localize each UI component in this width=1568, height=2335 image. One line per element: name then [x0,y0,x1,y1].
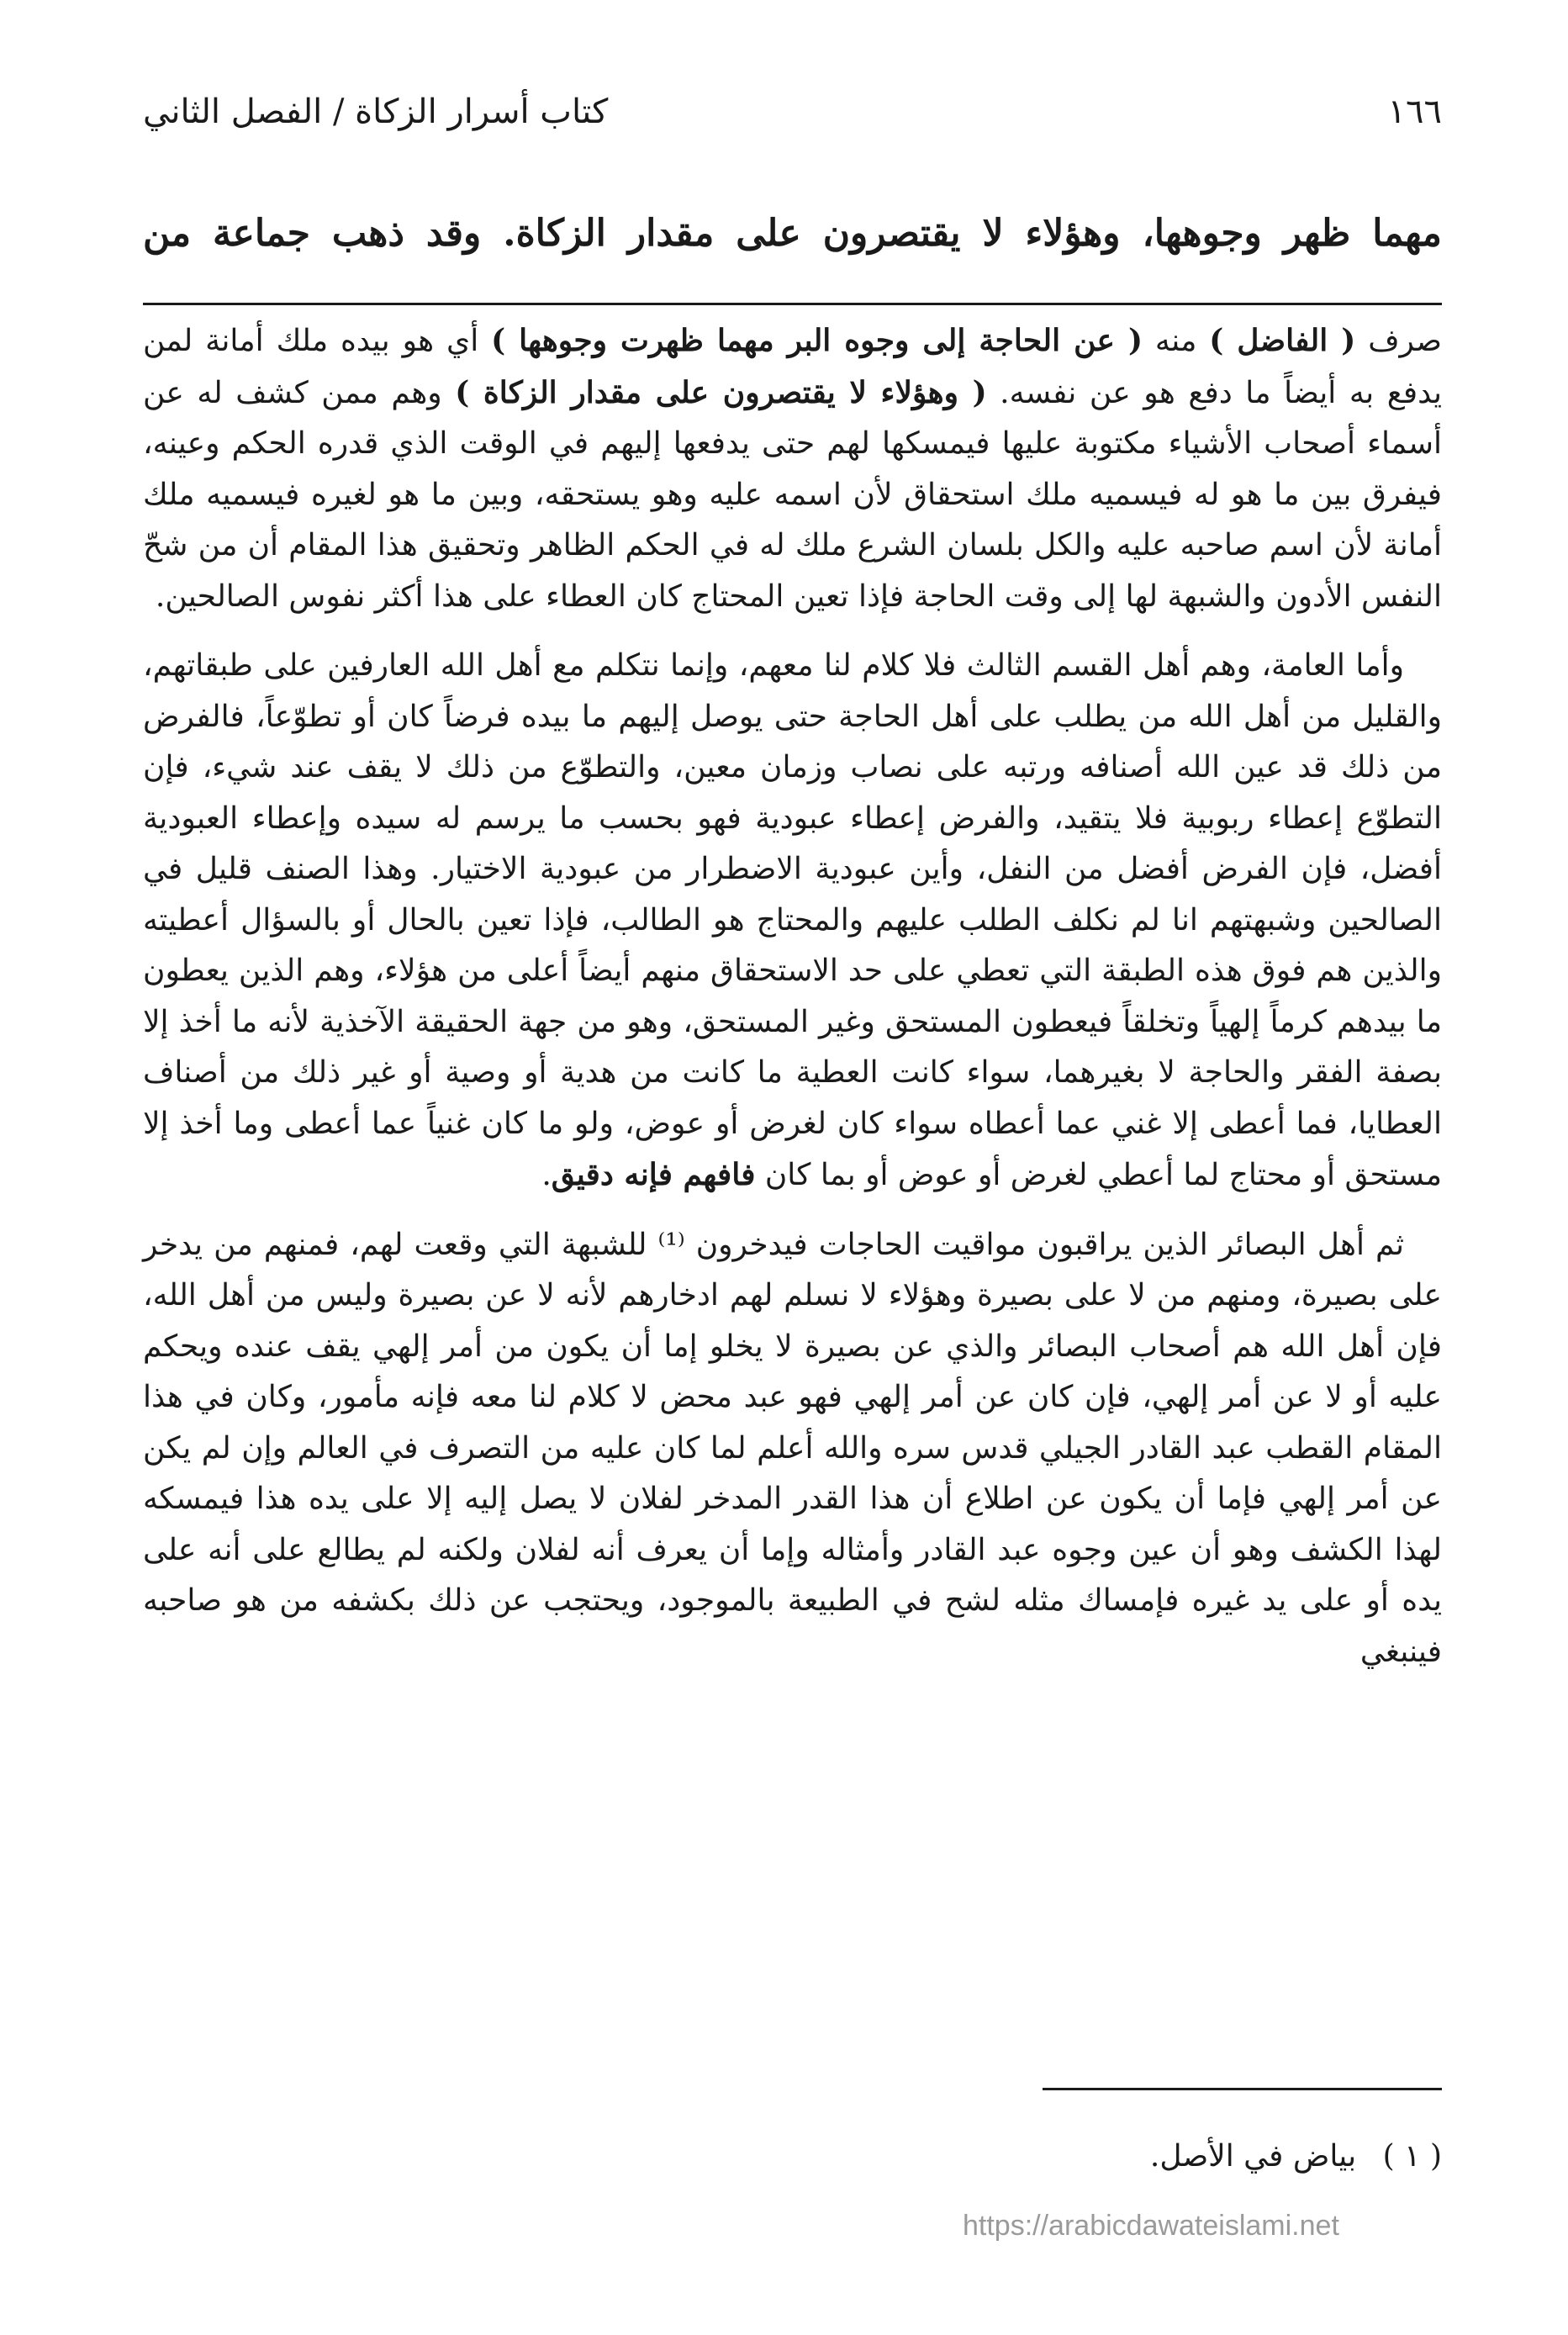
commentary-text: أي هو بيده ملك أمانة لمن يدفع به أيضاً ما دفع هو عن نفسه. [143,324,1442,410]
commentary-text: منه [1143,324,1210,358]
commentary-text: صرف [1355,324,1442,358]
running-title: كتاب أسرار الزكاة / الفصل الثاني [143,92,609,131]
commentary-paragraph-3 [143,1220,1442,1678]
page-number: ١٦٦ [1387,92,1442,131]
footnote [143,2136,1442,2178]
commentary-text: ثم أهل البصائر الذين يراقبون مواقيت الحاجات فيدخرون ⁽¹⁾ للشبهة التي وقعت لهم، فمنهم من يدخر على بصيرة، ومنهم من لا على بصيرة وهؤلاء لا نسلم لهم ادخارهم لأنه لا عن بصيرة وليس من أهل الله، فإن أهل الله هم أصحاب البصائر والذي عن بصيرة لا يخلو إما أن يكون من أمر إلهي يقف عنده ويحكم عليه أو لا عن أمر إلهي، فإن كان عن أمر إلهي فهو عبد محض لا كلام لنا معه فإنه مأمور، وكان في هذا المقام القطب عبد القادر الجيلي قدس سره والله أعلم لما كان عليه من التصرف في العالم وإن لم يكن عن أمر إلهي فإما أن يكون عن اطلاع أن هذا القدر المدخر لفلان لا يصل إليه إلا على يده هذا فيمسكه لهذا الكشف وهو أن عين وجوه عبد القادر وأمثاله وإما أن يعرف أنه لفلان ولكنه لم يطالع على أنه على يده أو على يد غيره فإمساك مثله لشح في الطبيعة بالموجود، ويحتجب عن ذلك بكشفه من هو صاحبه فينبغي [143,1227,1443,1669]
watermark-url: https://arabicdawateislami.net [963,2210,1339,2242]
commentary-text: . [541,1158,552,1192]
commentary-body [143,315,1442,1696]
commentary-text: وأما العامة، وهم أهل القسم الثالث فلا كلام لنا معهم، وإنما نتكلم مع أهل الله العارفين على طبقاتهم، والقليل من أهل الله من يطلب على أهل الحاجة حتى يوصل إليهم ما بيده فرضاً كان أو تطوّعاً، فالفرض من ذلك قد عين الله أصنافه ورتبه على نصاب وزمان معين، والتطوّع من ذلك لا يقف عند شيء، فإن التطوّع إعطاء ربوبية فلا يتقيد، والفرض إعطاء عبودية فهو بحسب ما يرسم له سيده وإعطاء العبودية أفضل، فإن الفرض أفضل من النفل، وأين عبودية الاضطرار من عبودية الاختيار. وهذا الصنف قليل في الصالحين وشبهتهم انا لم نكلف الطلب عليهم والمحتاج هو الطالب، فإذا تعين بالحال أو بالسؤال أعطيته والذين هم فوق هذه الطبقة التي تعطي على حد الاستحقاق منهم أيضاً أعلى من هؤلاء، وهم الذين يعطون ما بيدهم كرماً إلهياً وتخلقاً فيعطون المستحق وغير المستحق، وهو من جهة الحقيقة الآخذية لأنه ما أخذ إلا بصفة الفقر والحاجة لا بغيرهما، سواء كانت العطية ما كانت من هدية أو وصية أو غير ذلك من أصناف العطايا، فما أعطى إلا غني عما أعطاه سواء كان لغرض أو عوض، ولو ما كان غنياً عما أعطى وما أخذ إلا مستحق أو محتاج لما أعطي لغرض أو عوض أو بما كان [143,648,1442,1192]
footnote-rule [1043,2088,1442,2090]
main-text-line: مهما ظهر وجوهها، وهؤلاء لا يقتصرون على مقدار الزكاة. وقد ذهب جماعة من [143,212,1442,255]
commentary-text: وهم ممن كشف له عن أسماء أصحاب الأشياء مكتوبة عليها فيمسكها لهم حتى يدفعها إليهم في الوقت الذي قدره الحكم وعينه، فيفرق بين ما هو له فيسميه ملك استحقاق لأن اسمه عليه وهو يستحقه، وبين ما هو لغيره فيسميه ملك أمانة لأن اسم صاحبه عليه والكل بلسان الشرع ملك له في الحكم الظاهر وتحقيق هذا المقام أن من شحّ النفس الأدون والشبهة لها إلى وقت الحاجة فإذا تعين المحتاج كان العطاء على هذا أكثر نفوس الصالحين. [143,375,1443,614]
footnote-marker: ( ١ ) [1382,2139,1442,2174]
commentary-paragraph-1 [143,315,1442,622]
page-header [143,92,1442,143]
bold-matn-quote: ( عن الحاجة إلى وجوه البر مهما ظهرت وجوهها ) [491,323,1143,358]
bold-matn-quote: ( الفاضل ) [1209,323,1356,358]
bold-matn-quote: ( وهؤلاء لا يقتصرون على مقدار الزكاة ) [455,374,987,410]
bold-matn-quote: فافهم فإنه دقيق [551,1157,756,1192]
footnote-text: بياض في الأصل. [1149,2139,1357,2174]
separator-rule [143,303,1442,305]
commentary-paragraph-2 [143,641,1442,1202]
